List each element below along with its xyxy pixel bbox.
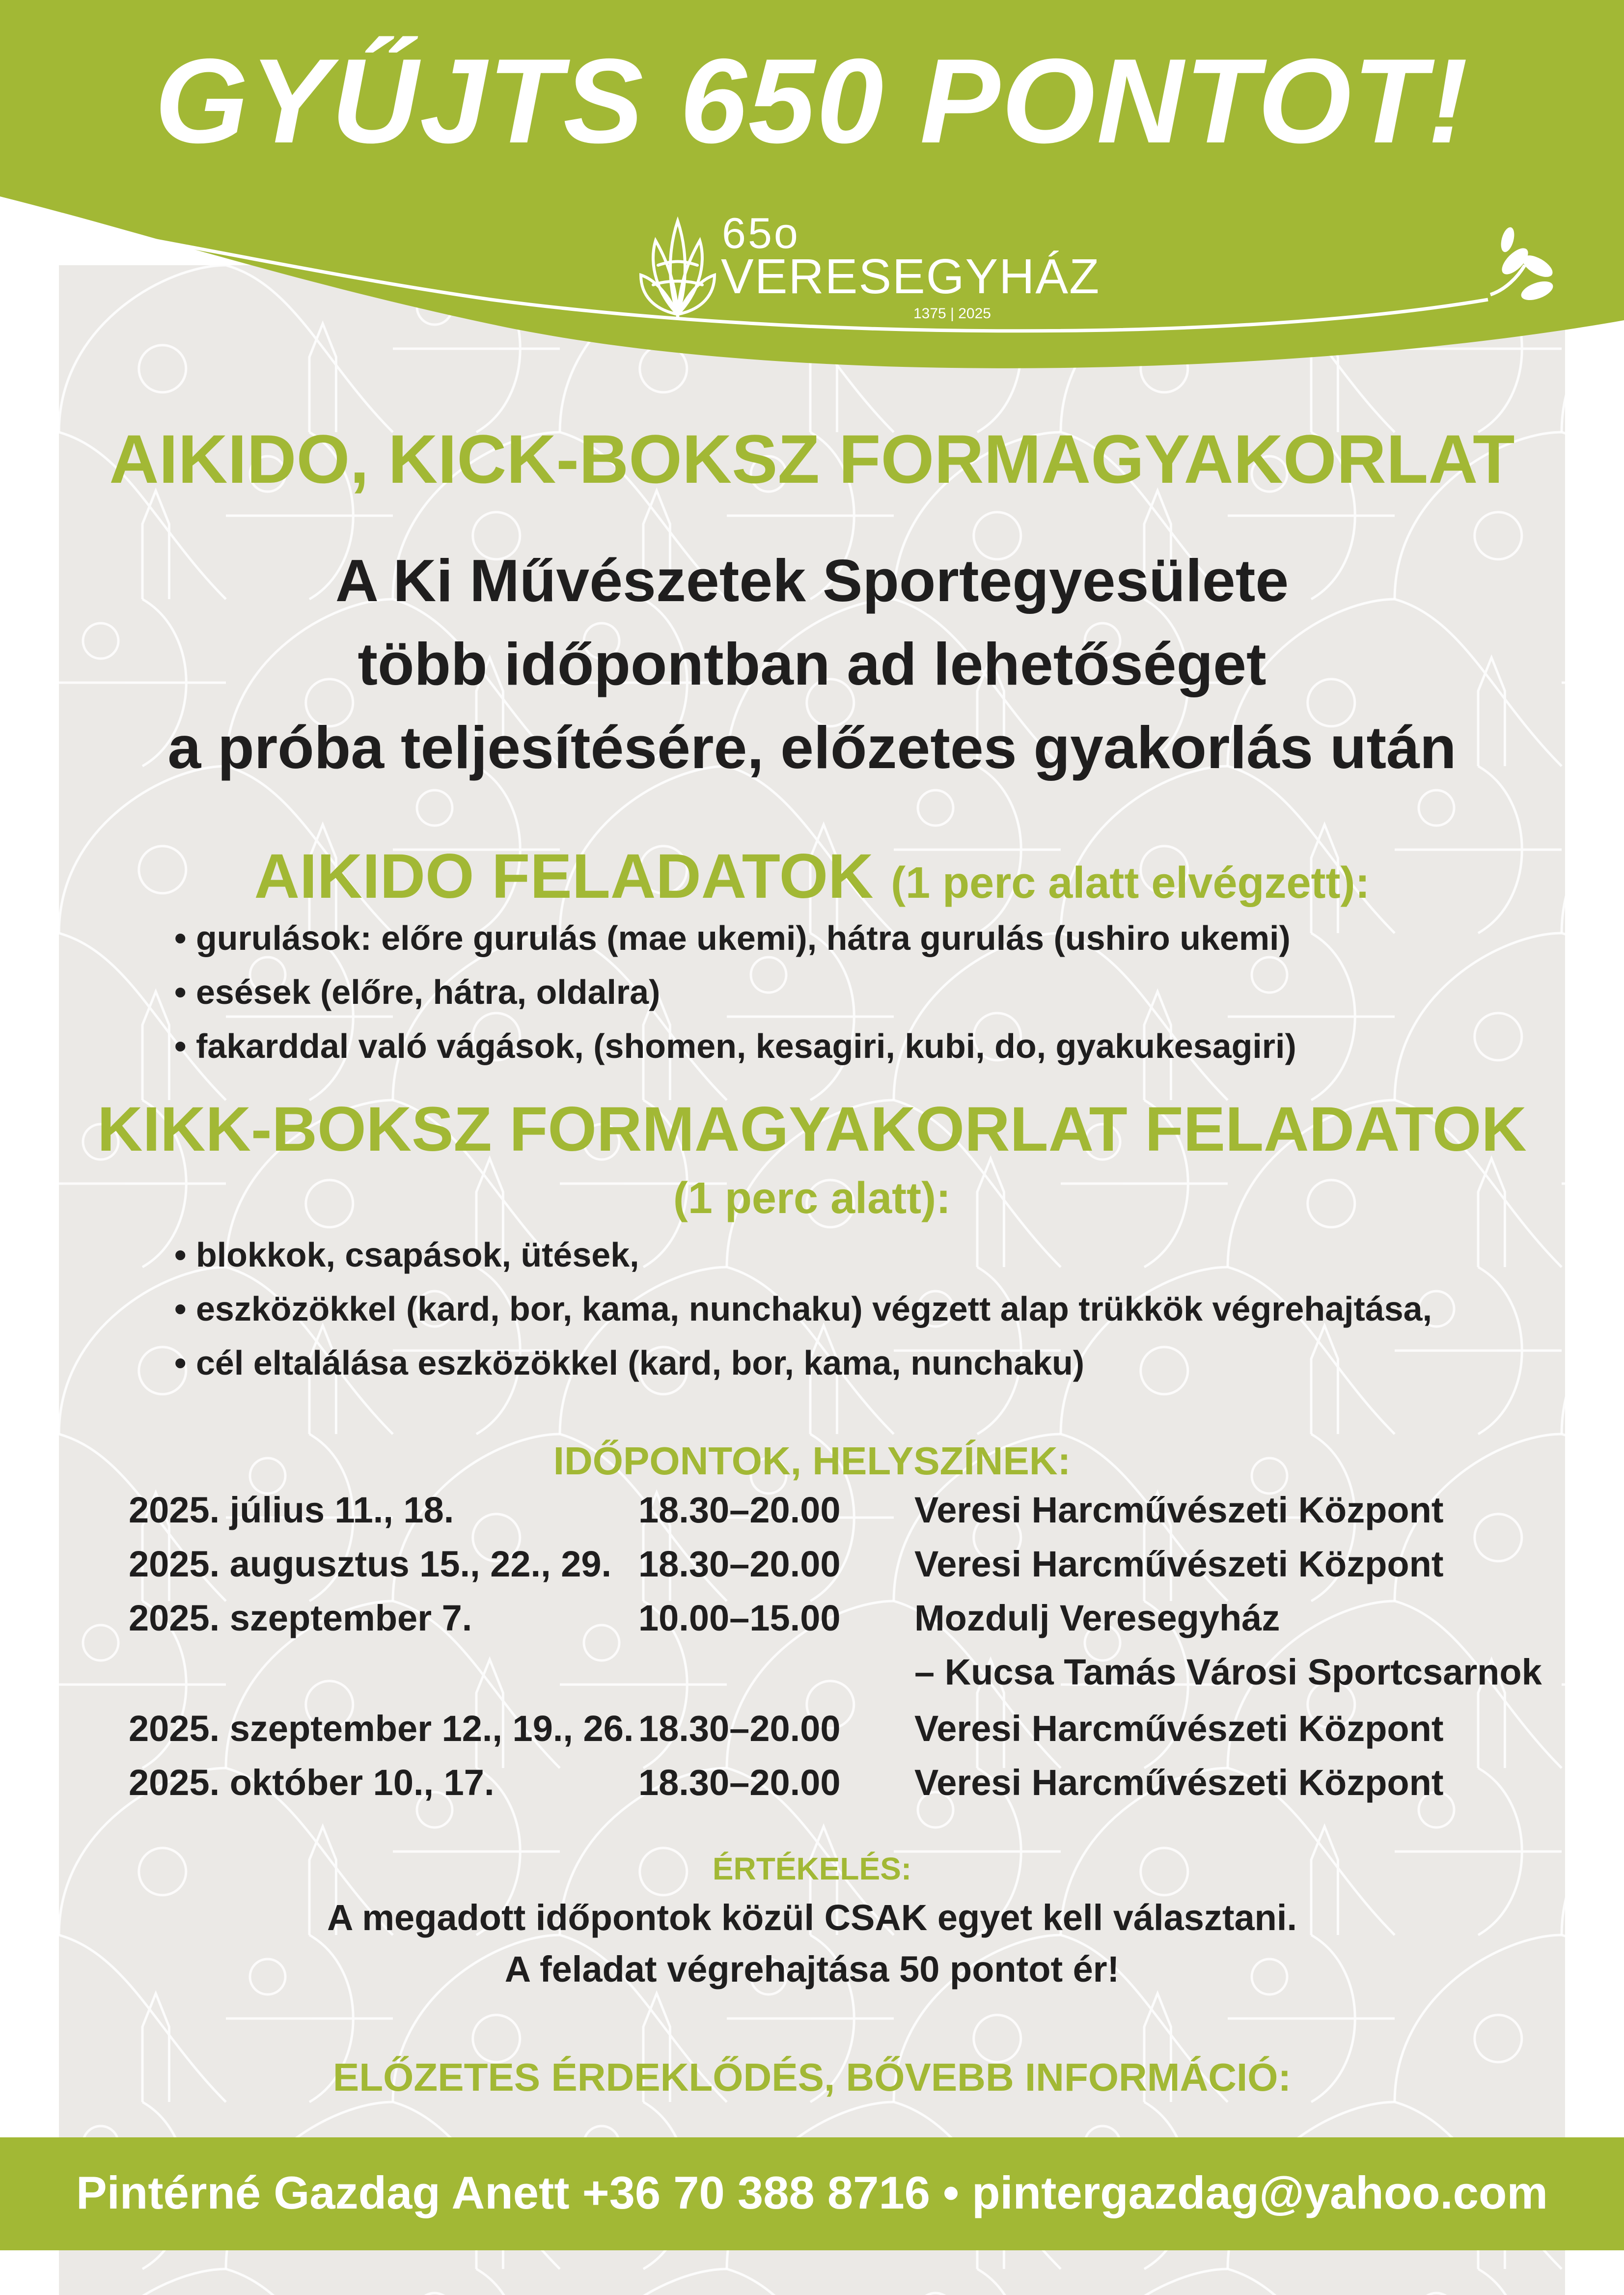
aikido-heading xyxy=(0,840,1624,920)
organizer-line: A Ki Művészetek Sportegyesülete xyxy=(335,547,1289,614)
schedule-date: 2025. augusztus 15., 22., 29. xyxy=(129,1544,612,1584)
logo-number: 65o xyxy=(722,209,800,257)
aikido-task: • fakarddal való vágások, (shomen, kesagiri, kubi, do, gyakukesagiri) xyxy=(174,1027,1296,1065)
organizer-line: több időpontban ad lehetőséget xyxy=(358,631,1266,697)
evaluation-line: A megadott időpontok közül CSAK egyet kell választani. xyxy=(327,1897,1297,1938)
aikido-task: • gurulások: előre gurulás (mae ukemi), hátra gurulás (ushiro ukemi) xyxy=(174,919,1291,957)
schedule-time: 10.00–15.00 xyxy=(638,1598,841,1638)
aikido-heading-sub: (1 perc alatt elvégzett): xyxy=(891,858,1370,908)
schedule-date: 2025. szeptember 12., 19., 26. xyxy=(129,1708,634,1749)
kickbox-task: • eszközökkel (kard, bor, kama, nunchaku) végzett alap trükkök végrehajtása, xyxy=(174,1290,1432,1328)
kickbox-task: • cél eltalálása eszközökkel (kard, bor, kama, nunchaku) xyxy=(174,1344,1085,1382)
logo xyxy=(638,209,1101,339)
schedule-time: 18.30–20.00 xyxy=(638,1490,841,1530)
activity-title: AIKIDO, KICK-BOKSZ FORMAGYAKORLAT xyxy=(109,420,1515,498)
schedule-place: Veresi Harcművészeti Központ xyxy=(914,1544,1444,1584)
kickbox-heading-sub: (1 perc alatt): xyxy=(673,1174,951,1223)
schedule-time: 18.30–20.00 xyxy=(638,1762,841,1803)
schedule-time: 18.30–20.00 xyxy=(638,1708,841,1749)
aikido-heading-main: AIKIDO FELADATOK xyxy=(254,841,874,912)
schedule-time: 18.30–20.00 xyxy=(638,1544,841,1584)
schedule-place: Veresi Harcművészeti Központ xyxy=(914,1762,1444,1803)
kickbox-task: • blokkok, csapások, ütések, xyxy=(174,1236,639,1274)
page-title: GYŰJTS 650 PONTOT! xyxy=(154,33,1470,168)
organizer-line: a próba teljesítésére, előzetes gyakorlás után xyxy=(167,714,1457,781)
evaluation-heading: ÉRTÉKELÉS: xyxy=(712,1851,912,1886)
schedule-place: – Kucsa Tamás Városi Sportcsarnok xyxy=(914,1652,1542,1692)
schedule-place: Mozdulj Veresegyház xyxy=(914,1598,1280,1638)
info-heading: ELŐZETES ÉRDEKLŐDÉS, BŐVEBB INFORMÁCIÓ: xyxy=(332,2055,1292,2099)
schedule-place: Veresi Harcművészeti Központ xyxy=(914,1490,1444,1530)
schedule-date: 2025. október 10., 17. xyxy=(129,1762,495,1803)
logo-town-name: VERESEGYHÁZ xyxy=(721,249,1101,304)
evaluation-line: A feladat végrehajtása 50 pontot ér! xyxy=(504,1949,1120,1990)
logo-years: 1375 | 2025 xyxy=(913,305,991,322)
lotus-icon xyxy=(638,211,717,324)
contact-line: Pintérné Gazdag Anett +36 70 388 8716 • pintergazdag@yahoo.com xyxy=(76,2167,1548,2218)
schedule-date: 2025. július 11., 18. xyxy=(129,1490,454,1530)
aikido-task: • esések (előre, hátra, oldalra) xyxy=(174,973,661,1011)
schedule-date: 2025. szeptember 7. xyxy=(129,1598,472,1638)
kickbox-heading: KIKK-BOKSZ FORMAGYAKORLAT FELADATOK xyxy=(97,1094,1527,1164)
schedule-heading: IDŐPONTOK, HELYSZÍNEK: xyxy=(553,1439,1071,1483)
schedule-place: Veresi Harcművészeti Központ xyxy=(914,1708,1444,1749)
